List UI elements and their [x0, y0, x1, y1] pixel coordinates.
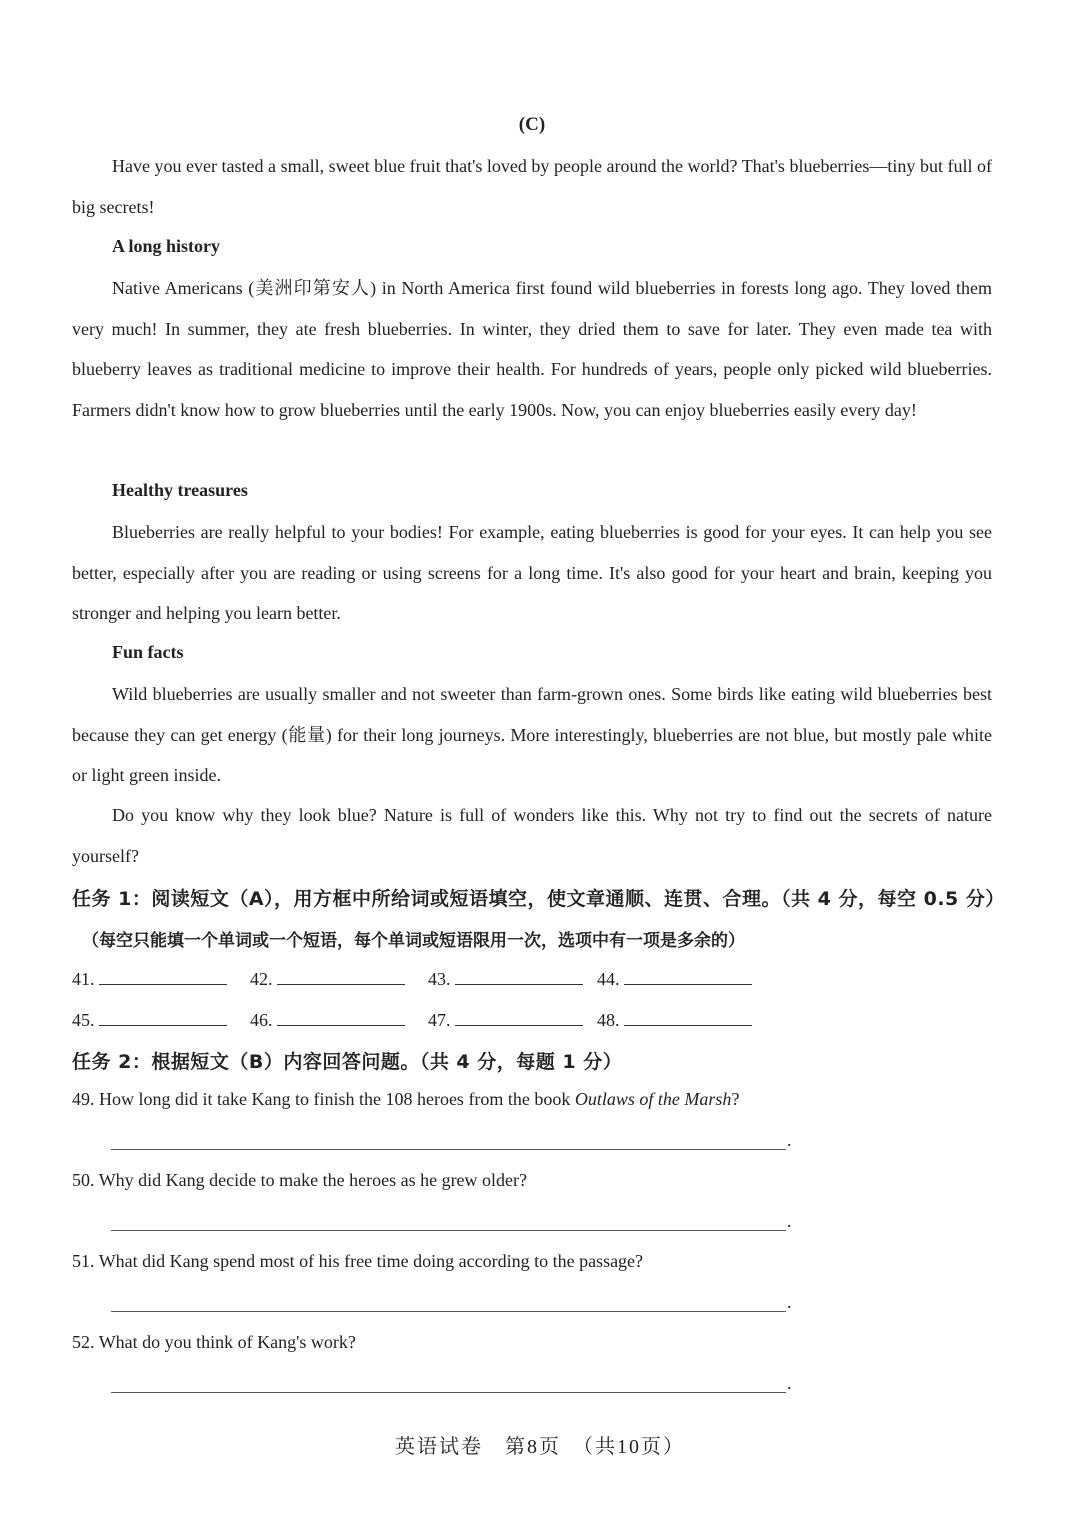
question-text: Why did Kang decide to make the heroes as he grew older?: [98, 1170, 528, 1190]
answer-end-50: .: [787, 1211, 792, 1231]
section-label: (C): [518, 114, 546, 135]
intro-text: Have you ever tasted a small, sweet blue fruit that's loved by people around the world? That's blueberries—tiny but full of big secrets!: [72, 156, 992, 217]
heading-healthy-treasures: Healthy treasures: [112, 480, 248, 500]
task1-title: 任务 1：阅读短文（A），用方框中所给词或短语填空，使文章通顺、连贯、合理。（共 4 分，每空 0.5 分）: [72, 888, 1005, 910]
question-text: What do you think of Kang's work?: [98, 1332, 356, 1352]
blank-number: 42.: [250, 969, 273, 989]
task1-note: （每空只能填一个单词或一个短语，每个单词或短语限用一次，选项中有一项是多余的）: [82, 931, 745, 951]
blank-43[interactable]: [428, 966, 583, 990]
book-title: Outlaws of the Marsh: [574, 1089, 732, 1109]
blank-line[interactable]: [277, 1007, 405, 1026]
blank-number: 46.: [250, 1010, 273, 1030]
paragraph-long-history: [72, 268, 992, 430]
answer-line-50[interactable]: [111, 1230, 786, 1231]
question-number: 50.: [72, 1170, 95, 1190]
question-number: 51.: [72, 1251, 95, 1271]
question-mark: ?: [731, 1089, 740, 1109]
heading-long-history: A long history: [112, 236, 221, 256]
answer-line-49[interactable]: [111, 1149, 786, 1150]
answer-line-51[interactable]: [111, 1311, 786, 1312]
blank-45[interactable]: [72, 1007, 227, 1031]
blank-number: 48.: [597, 1010, 620, 1030]
blank-number: 41.: [72, 969, 95, 989]
blank-42[interactable]: [250, 966, 405, 990]
blank-number: 47.: [428, 1010, 451, 1030]
blank-47[interactable]: [428, 1007, 583, 1031]
paragraph-long-history-text: Native Americans (美洲印第安人) in North America first found wild blueberries in forests long ago. They loved them very much! In summer, they ate fresh blueberries. In winter, they dried them to save for later. They even made tea with blueberry leaves as traditional medicine to improve their health. For hundreds of years, people only picked wild blueberries. Farmers didn't know how to grow blueberries until the early 1900s. Now, you can enjoy blueberries easily every day!: [72, 278, 992, 420]
paragraph-fun-facts-1: [72, 674, 992, 796]
page-footer: 英语试卷 第8页 （共10页）: [395, 1436, 685, 1458]
task2-title: 任务 2：根据短文（B）内容回答问题。（共 4 分，每题 1 分）: [72, 1051, 623, 1073]
blank-41[interactable]: [72, 966, 227, 990]
blank-line[interactable]: [624, 1007, 752, 1026]
answer-end-51: .: [787, 1292, 792, 1312]
heading-fun-facts: Fun facts: [112, 642, 184, 662]
blank-line[interactable]: [277, 966, 405, 985]
paragraph-healthy-treasures: [72, 512, 992, 634]
blank-46[interactable]: [250, 1007, 405, 1031]
question-number: 49.: [72, 1089, 95, 1109]
blank-line[interactable]: [99, 1007, 227, 1026]
question-text: How long did it take Kang to finish the 108 heroes from the book: [99, 1089, 575, 1109]
blank-line[interactable]: [99, 966, 227, 985]
blank-48[interactable]: [597, 1007, 752, 1031]
answer-end-52: .: [787, 1373, 792, 1393]
answer-line-52[interactable]: [111, 1392, 786, 1393]
paragraph-fun-facts-1-text: Wild blueberries are usually smaller and not sweeter than farm-grown ones. Some birds like eating wild blueberries best because they can get energy (能量) for their long journeys. More interestingly, blueberries are not blue, but mostly pale white or light green inside.: [72, 684, 992, 786]
blank-44[interactable]: [597, 966, 752, 990]
blank-number: 43.: [428, 969, 451, 989]
question-49: [72, 1089, 739, 1110]
answer-end-49: .: [787, 1130, 792, 1150]
paragraph-healthy-treasures-text: Blueberries are really helpful to your bodies! For example, eating blueberries is good for your eyes. It can help you see better, especially after you are reading or using screens for a long time. It's also good for your heart and brain, keeping you stronger and helping you learn better.: [72, 522, 992, 624]
question-text: What did Kang spend most of his free time doing according to the passage?: [98, 1251, 644, 1271]
question-52: [72, 1332, 356, 1353]
question-51: [72, 1251, 643, 1272]
blank-line[interactable]: [455, 1007, 583, 1026]
question-50: [72, 1170, 527, 1191]
blank-line[interactable]: [624, 966, 752, 985]
blank-number: 44.: [597, 969, 620, 989]
blank-line[interactable]: [455, 966, 583, 985]
paragraph-fun-facts-2: [72, 795, 992, 876]
paragraph-fun-facts-2-text: Do you know why they look blue? Nature is full of wonders like this. Why not try to find out the secrets of nature yourself?: [72, 805, 992, 866]
question-number: 52.: [72, 1332, 95, 1352]
blank-number: 45.: [72, 1010, 95, 1030]
intro-paragraph: [72, 146, 992, 227]
